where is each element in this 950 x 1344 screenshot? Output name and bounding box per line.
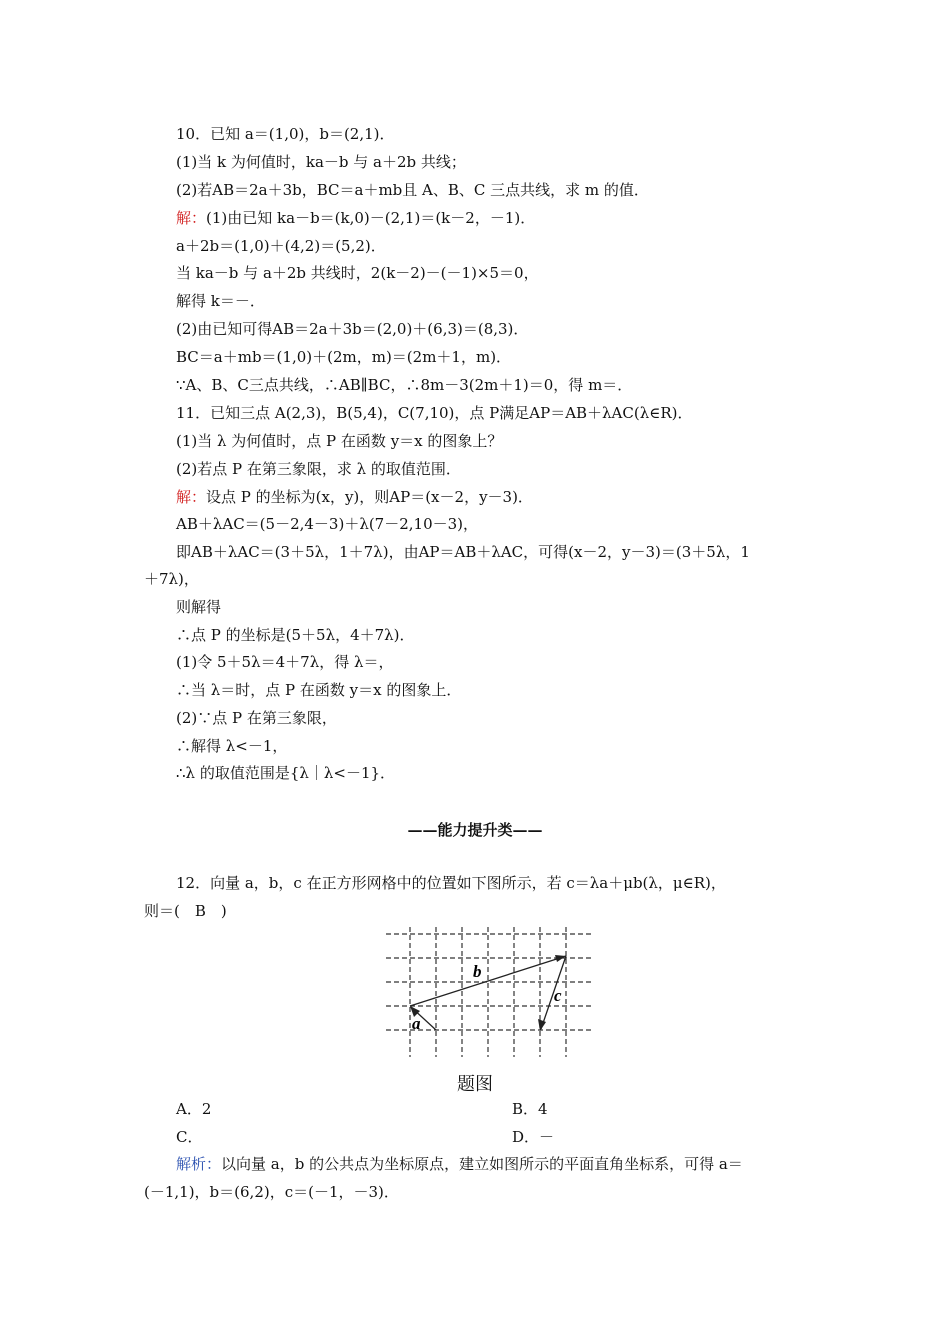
- option-b: B．4: [512, 1100, 548, 1118]
- section-title: ——能力提升类——: [407, 821, 543, 839]
- p12-title2: 则＝( B ): [144, 902, 227, 920]
- p10-s4: 解得 k＝－．: [176, 292, 265, 310]
- p10-s2: a＋2b＝(1,0)＋(4,2)＝(5,2)．: [176, 237, 386, 255]
- p11-q2: (2)若点 P 在第三象限，求 λ 的取值范围．: [176, 460, 461, 478]
- vector-grid-figure: [384, 925, 594, 1069]
- p11-s5: ∴点 P 的坐标是(5＋5λ，4＋7λ)．: [176, 626, 415, 644]
- p11-s3: 即AB＋λAC＝(3＋5λ，1＋7λ)，由AP＝AB＋λAC，可得(x－2，y－3)＝(3＋5λ，1: [176, 543, 750, 561]
- figure-caption: 题图: [457, 1074, 493, 1095]
- p10-s6: BC＝a＋mb＝(1,0)＋(2m，m)＝(2m＋1，m)．: [176, 348, 512, 366]
- p11-s7: ∴当 λ＝时，点 P 在函数 y＝x 的图象上．: [176, 681, 462, 699]
- p11-sol-label: 解：: [176, 488, 207, 506]
- option-d: D．－: [512, 1128, 555, 1146]
- p10-q2: (2)若AB＝2a＋3b，BC＝a＋mb且 A、B、C 三点共线，求 m 的值．: [176, 181, 649, 199]
- p11-title: 11．已知三点 A(2,3)，B(5,4)，C(7,10)，点 P满足AP＝AB＋λAC(λ∈R)．: [176, 404, 693, 422]
- p10-sol-line1: [176, 208, 535, 228]
- p11-s10: ∴λ 的取值范围是{λ｜λ<－1}．: [176, 764, 396, 782]
- p12-title: 12．向量 a，b，c 在正方形网格中的位置如下图所示，若 c＝λa＋μb(λ，μ∈R)，: [176, 874, 726, 892]
- p12-sol-line1: [176, 1154, 743, 1174]
- option-c: C．: [176, 1128, 203, 1146]
- vector-c-arrowhead: [538, 1019, 546, 1031]
- p10-s1: (1)由已知 ka－b＝(k,0)－(2,1)＝(k－2，－1)．: [206, 209, 536, 227]
- grid-svg: [384, 925, 594, 1065]
- p11-s1: 设点 P 的坐标为(x，y)，则AP＝(x－2，y－3)．: [206, 488, 533, 506]
- p12-sol-label: 解析：: [176, 1155, 222, 1173]
- p11-s9: ∴解得 λ<－1，: [176, 737, 288, 755]
- label-c: c: [554, 986, 562, 1005]
- option-a: A．2: [176, 1100, 212, 1118]
- p11-s4: 则解得: [176, 598, 222, 616]
- p10-q1: (1)当 k 为何值时，ka－b 与 a＋2b 共线；: [176, 153, 466, 171]
- p10-s3: 当 ka－b 与 a＋2b 共线时，2(k－2)－(－1)×5＝0，: [176, 264, 539, 282]
- p10-s5: (2)由已知可得AB＝2a＋3b＝(2,0)＋(6,3)＝(8,3)．: [176, 320, 529, 338]
- p10-title: 10．已知 a＝(1,0)，b＝(2,1)．: [176, 125, 395, 143]
- p11-s2: AB＋λAC＝(5－2,4－3)＋λ(7－2,10－3)，: [176, 515, 479, 533]
- p10-sol-label: 解：: [176, 209, 207, 227]
- label-b: b: [473, 962, 482, 981]
- p11-sol-line1: [176, 487, 533, 507]
- p12-s2: (－1,1)，b＝(6,2)，c＝(－1，－3)．: [144, 1183, 399, 1201]
- p11-s3b: ＋7λ)，: [144, 570, 199, 588]
- p10-s7: ∵A、B、C三点共线，∴AB∥BC，∴8m－3(2m＋1)＝0，得 m＝．: [176, 376, 633, 394]
- p11-s8: (2)∵点 P 在第三象限，: [176, 709, 337, 727]
- p11-q1: (1)当 λ 为何值时，点 P 在函数 y＝x 的图象上？: [176, 432, 503, 450]
- p12-s1: 以向量 a，b 的公共点为坐标原点，建立如图所示的平面直角坐标系，可得 a＝: [221, 1155, 743, 1173]
- label-a: a: [412, 1014, 421, 1033]
- p11-s6: (1)令 5＋5λ＝4＋7λ，得 λ＝，: [176, 653, 394, 671]
